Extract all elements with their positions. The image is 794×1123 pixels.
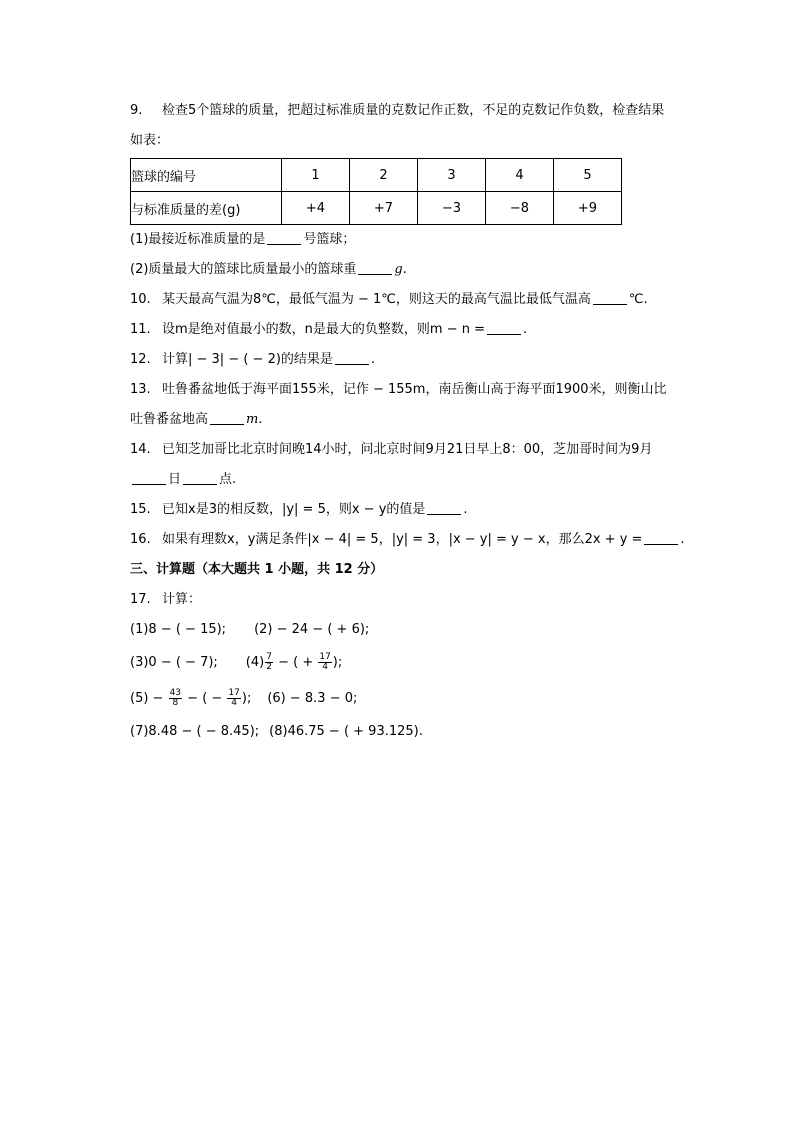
fraction bbox=[169, 689, 182, 708]
q13-line2 bbox=[130, 405, 705, 435]
q9-line1 bbox=[130, 96, 705, 126]
answer-blank[interactable] bbox=[358, 262, 392, 275]
q9-sub2-end: g. bbox=[394, 262, 407, 277]
q17-row3 bbox=[130, 681, 705, 717]
q15-text: 已知x是3的相反数，|y| = 5，则x − y的值是 bbox=[162, 502, 426, 517]
q17-part4-end: ); bbox=[332, 655, 343, 670]
q17 bbox=[130, 585, 705, 615]
q17-row4 bbox=[130, 717, 705, 747]
q9-text-line2: 如表： bbox=[130, 133, 170, 148]
answer-blank[interactable] bbox=[132, 472, 166, 485]
table-row bbox=[131, 159, 622, 192]
fraction bbox=[318, 653, 331, 672]
q12-end: . bbox=[370, 352, 376, 367]
table-row1-label: 篮球的编号 bbox=[131, 159, 282, 192]
q17-part6: (6) − 8.3 − 0; bbox=[267, 691, 358, 706]
table-cell: +4 bbox=[282, 192, 350, 225]
table-cell: −8 bbox=[486, 192, 554, 225]
q17-part8: (8)46.75 − ( + 93.125). bbox=[269, 724, 423, 739]
table-row2-label: 与标准质量的差(g) bbox=[131, 192, 282, 225]
q9-sub2 bbox=[130, 255, 705, 285]
q14-line1 bbox=[130, 435, 705, 465]
answer-blank[interactable] bbox=[487, 322, 521, 335]
q17-part4-prefix: (4) bbox=[245, 655, 265, 670]
fraction-denominator: 2 bbox=[266, 662, 272, 672]
q9-sub2-text: (2)质量最大的篮球比质量最小的篮球重 bbox=[130, 262, 357, 277]
q14-end: 点. bbox=[219, 472, 237, 487]
table-cell: 5 bbox=[554, 159, 622, 192]
answer-blank[interactable] bbox=[183, 472, 217, 485]
fraction-denominator: 4 bbox=[231, 698, 238, 708]
question-list bbox=[130, 96, 705, 747]
q13-end: m. bbox=[246, 412, 263, 427]
fraction-numerator: 7 bbox=[266, 652, 272, 662]
q14-line2 bbox=[130, 465, 705, 495]
q16-end: . bbox=[680, 532, 685, 547]
q9-number: 9. bbox=[130, 103, 143, 118]
q10-number: 10. bbox=[130, 292, 151, 307]
fraction-denominator: 4 bbox=[322, 662, 328, 672]
fraction bbox=[227, 689, 240, 708]
q12-number: 12. bbox=[130, 352, 151, 367]
q13-number: 13. bbox=[130, 382, 151, 397]
fraction-numerator: 17 bbox=[228, 688, 240, 698]
section-heading: 三、计算题（本大题共 1 小题，共 12 分） bbox=[130, 562, 384, 577]
q11 bbox=[130, 315, 705, 345]
q15-number: 15. bbox=[130, 502, 151, 517]
basketball-table bbox=[130, 158, 622, 225]
q12-text: 计算| − 3| − ( − 2)的结果是 bbox=[162, 352, 333, 367]
answer-blank[interactable] bbox=[335, 352, 369, 365]
fraction bbox=[265, 653, 273, 672]
q14-mid: 日 bbox=[168, 472, 182, 487]
q13-line1 bbox=[130, 375, 705, 405]
table-cell: −3 bbox=[418, 192, 486, 225]
q17-text: 计算： bbox=[162, 592, 202, 607]
fraction-numerator: 43 bbox=[169, 688, 182, 698]
q11-end: . bbox=[523, 322, 528, 337]
q9-text-line1: 检查5个篮球的质量，把超过标准质量的克数记作正数，不足的克数记作负数，检查结果 bbox=[162, 103, 665, 118]
q10-text: 某天最高气温为8℃，最低气温为 − 1℃，则这天的最高气温比最低气温高 bbox=[162, 292, 591, 307]
q17-number: 17. bbox=[130, 592, 151, 607]
q11-number: 11. bbox=[130, 322, 151, 337]
q9-sub1-end: 号篮球； bbox=[303, 232, 356, 247]
fraction-numerator: 17 bbox=[319, 652, 331, 662]
q12 bbox=[130, 345, 705, 375]
q10-end: ℃. bbox=[628, 292, 648, 307]
q17-part1: (1)8 − ( − 15); bbox=[130, 622, 227, 637]
q16-text: 如果有理数x，y满足条件|x − 4| = 5，|y| = 3，|x − y| = y − x，那么2x + y = bbox=[162, 532, 643, 547]
answer-blank[interactable] bbox=[593, 292, 627, 305]
q13-text-line2: 吐鲁番盆地高 bbox=[130, 412, 209, 427]
q17-part2: (2) − 24 − ( + 6); bbox=[254, 622, 370, 637]
q10 bbox=[130, 285, 705, 315]
q17-part5-mid: − ( − bbox=[183, 691, 227, 706]
q17-part5-prefix: (5) − bbox=[130, 691, 168, 706]
q17-part7: (7)8.48 − ( − 8.45); bbox=[130, 724, 260, 739]
q14-text-line1: 已知芝加哥比北京时间晚14小时，问北京时间9月21日早上8：00，芝加哥时间为9月 bbox=[162, 442, 653, 457]
q9-line2 bbox=[130, 126, 705, 156]
q9-sub1-text: (1)最接近标准质量的是 bbox=[130, 232, 266, 247]
q16 bbox=[130, 525, 705, 555]
answer-blank[interactable] bbox=[267, 232, 301, 245]
fraction-denominator: 8 bbox=[172, 698, 179, 708]
q17-part5-end: ); bbox=[241, 691, 252, 706]
q17-part4-mid: − ( + bbox=[273, 655, 318, 670]
table-cell: 1 bbox=[282, 159, 350, 192]
q17-row2 bbox=[130, 645, 705, 681]
table-cell: 2 bbox=[350, 159, 418, 192]
q15 bbox=[130, 495, 705, 525]
table-cell: +9 bbox=[554, 192, 622, 225]
table-cell: +7 bbox=[350, 192, 418, 225]
q16-number: 16. bbox=[130, 532, 151, 547]
answer-blank[interactable] bbox=[210, 412, 244, 425]
q9-sub1 bbox=[130, 225, 705, 255]
table-cell: 4 bbox=[486, 159, 554, 192]
table-cell: 3 bbox=[418, 159, 486, 192]
answer-blank[interactable] bbox=[644, 532, 678, 545]
q14-number: 14. bbox=[130, 442, 151, 457]
q13-text-line1: 吐鲁番盆地低于海平面155米，记作 − 155m，南岳衡山高于海平面1900米，则衡山比 bbox=[162, 382, 667, 397]
answer-blank[interactable] bbox=[427, 502, 461, 515]
q17-row1 bbox=[130, 615, 705, 645]
q15-end: . bbox=[463, 502, 468, 517]
table-row bbox=[131, 192, 622, 225]
q11-text: 设m是绝对值最小的数，n是最大的负整数，则m − n = bbox=[162, 322, 485, 337]
q17-part3: (3)0 − ( − 7); bbox=[130, 655, 218, 670]
